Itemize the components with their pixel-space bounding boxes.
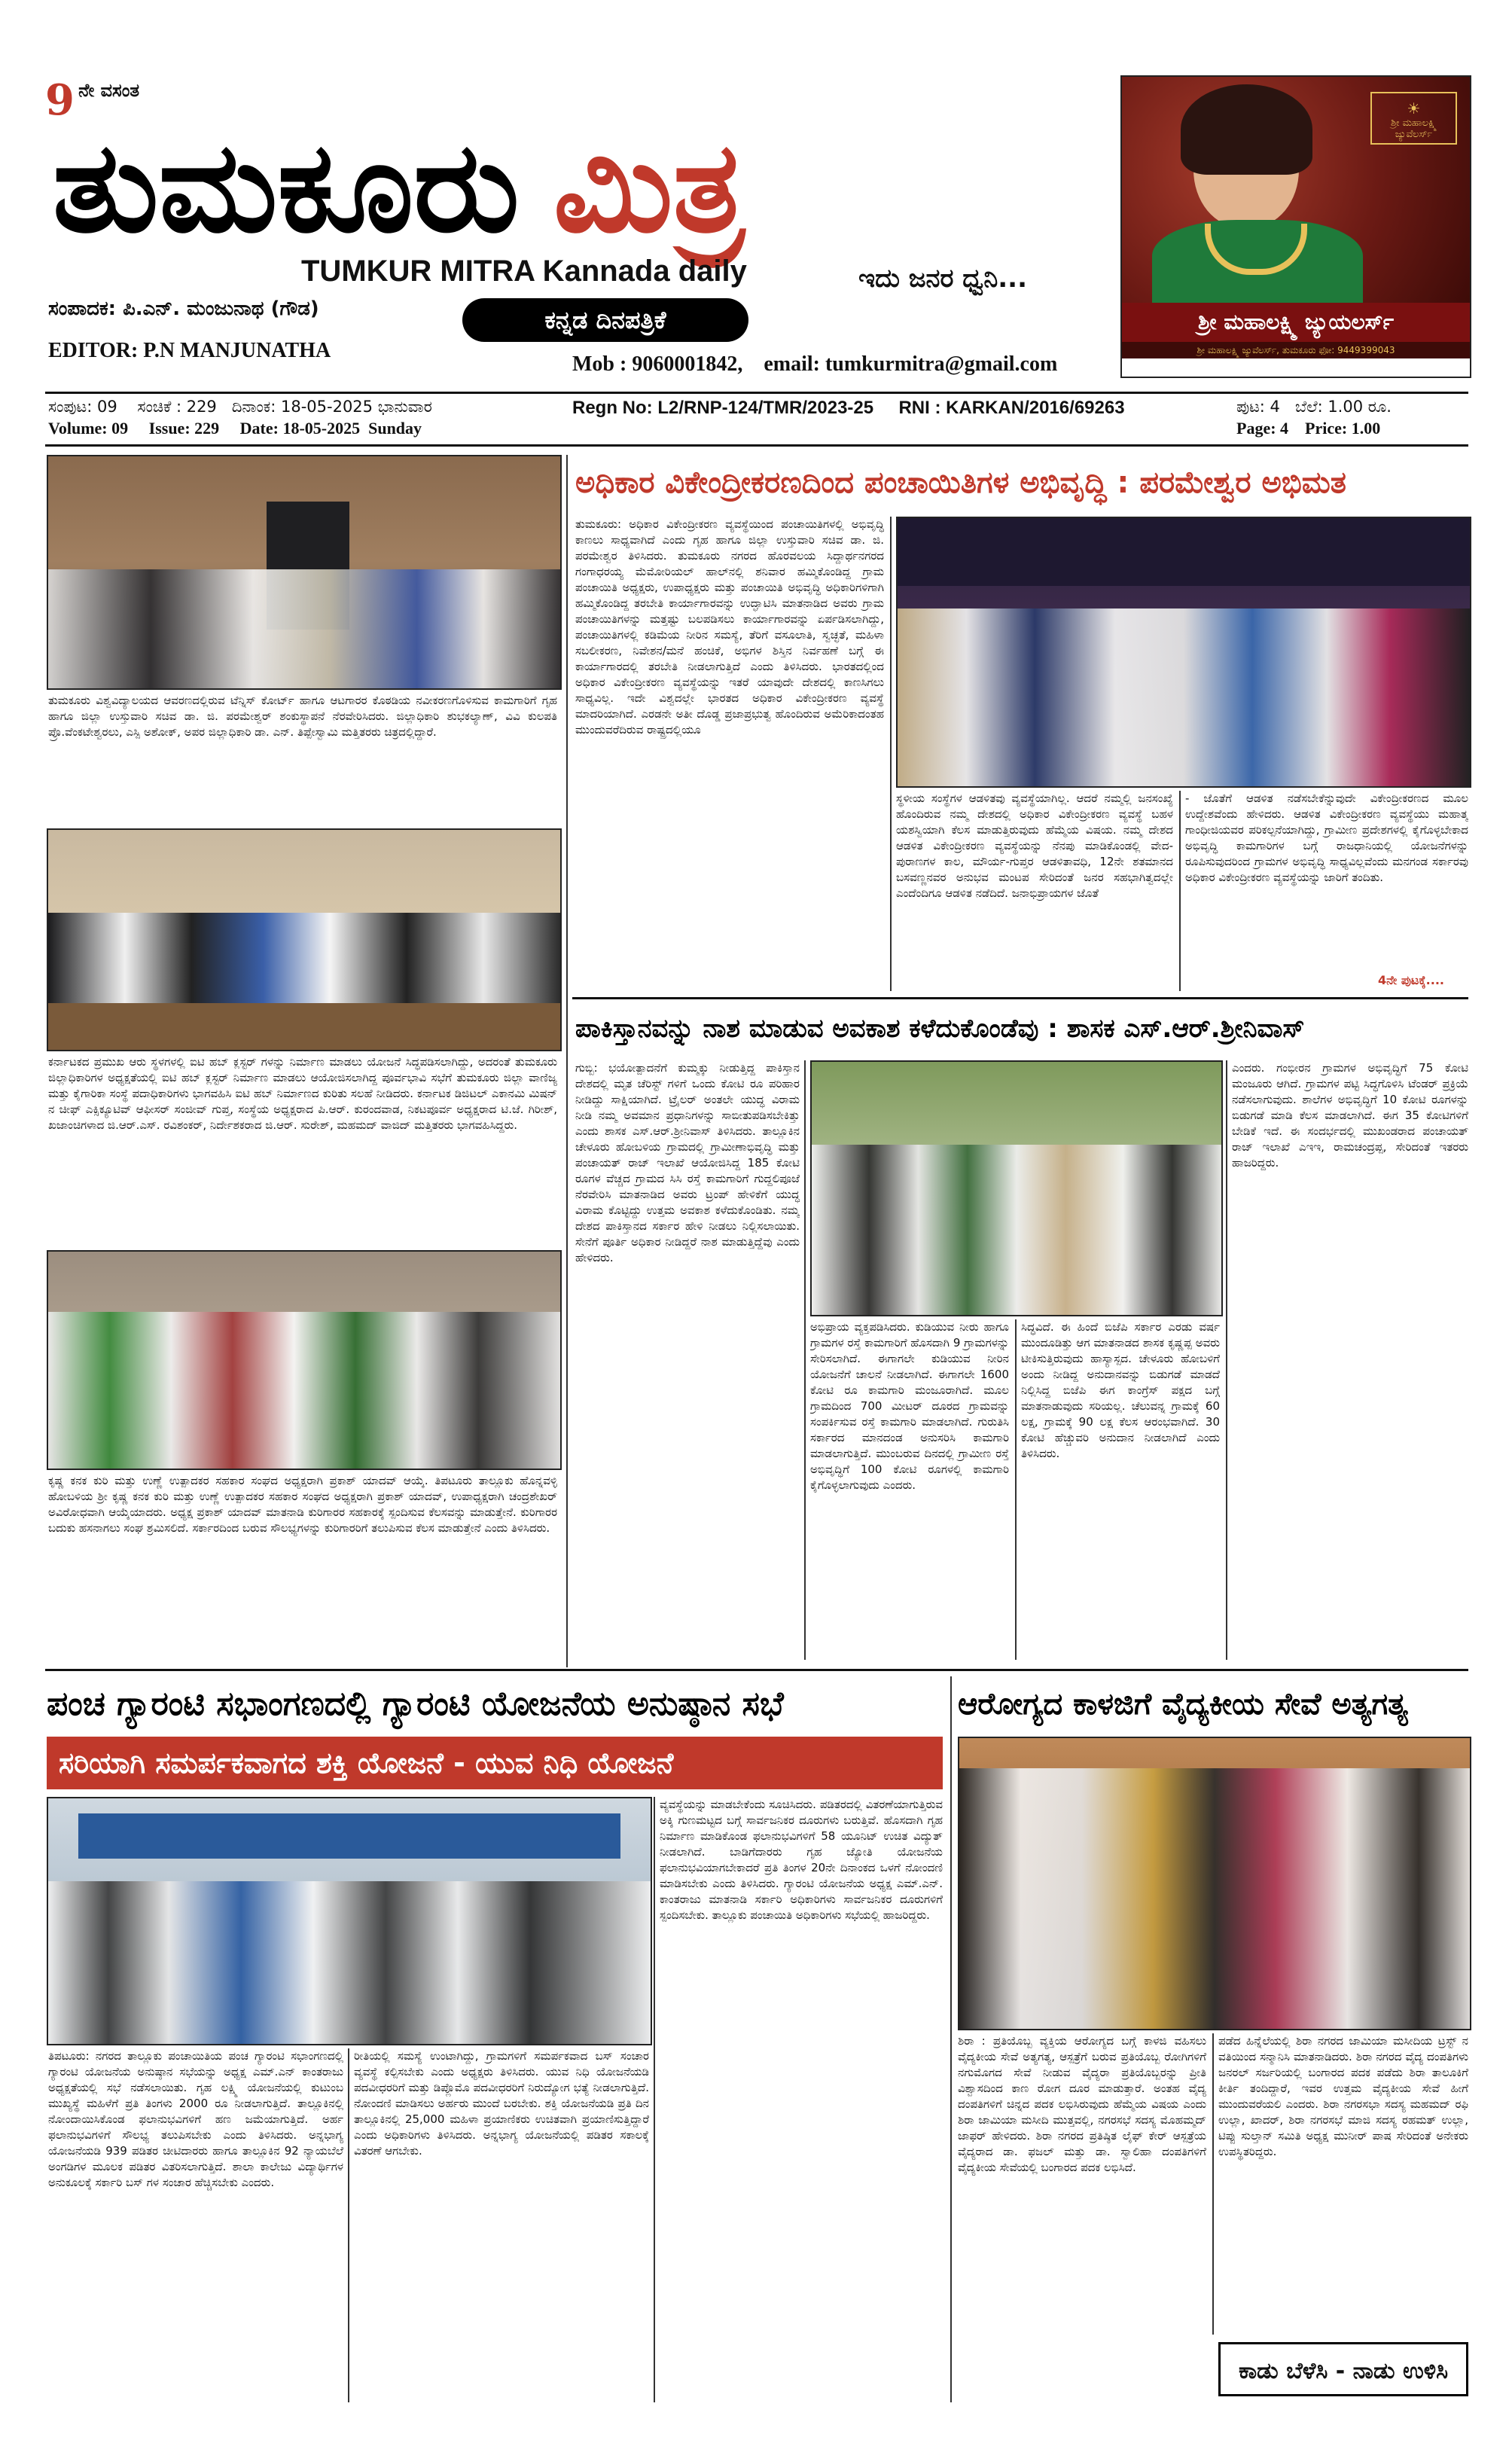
- tagline: ಇದು ಜನರ ಧ್ವನಿ...: [858, 264, 1027, 294]
- story1-column-2: ಸ್ಥಳೀಯ ಸಂಸ್ಥೆಗಳ ಆಡಳಿತವು ವ್ಯವಸ್ಥೆಯಾಗಿಲ್ಲ. ಆದರೆ ನಮ್ಮಲ್ಲಿ ಜನಸಂಖ್ಯೆ ಹೊಂದಿರುವ ನಮ್ಮ ದೇಶದಲ್ಲಿ ಅಧಿಕಾರ ವಿಕೇಂದ್ರೀಕರಣ ವ್ಯವಸ್ಥೆ ಬಹಳ ಯಶಸ್ವಿಯಾಗಿ ಕೆಲಸ ಮಾಡುತ್ತಿರುವುದು ಹೆಮ್ಮೆಯ ವಿಷಯ. ನಮ್ಮ ದೇಶದ ಆಡಳಿತ ವಿಕೇಂದ್ರೀಕರಣ ವ್ಯವಸ್ಥೆಯನ್ನು ನೆನಪು ಮಾಡಿಕೊಂಡಲ್ಲಿ ವೇದ-ಪುರಾಣಗಳ ಕಾಲ, ಮೌರ್ಯ-ಗುಪ್ತರ ಆಡಳಿತಾವಧಿ, 12ನೇ ಶತಮಾನದ ಬಸವಣ್ಣನವರ ಅನುಭವ ಮಂಟಪ ಸೇರಿದಂತೆ ಜನರ ಸಹಭಾಗಿತ್ವದಲ್ಲೇ ಎಂದೆಂದಿಗೂ ಆಡಳಿತ ನಡೆದಿದೆ. ಜನಾಭಿಪ್ರಾಯಗಳ ಜೊತೆ: [896, 791, 1173, 900]
- editor-english: EDITOR: P.N MANJUNATHA: [48, 339, 331, 362]
- photo-meeting-people: [48, 913, 560, 1003]
- volume-info-kannada: ಸಂಪುಟ: 09 ಸಂಚಿಕೆ : 229 ದಿನಾಂಕ: 18-05-2025 ಭಾನುವಾರ: [48, 398, 432, 416]
- photo-guarantee-banner: [78, 1813, 620, 1859]
- middle-rule: [45, 1669, 1468, 1671]
- jewellery-advertisement: [1120, 75, 1471, 378]
- story2-divider-3: [1226, 1060, 1227, 1660]
- english-title: TUMKUR MITRA Kannada daily: [301, 255, 747, 288]
- story1-column-1: ತುಮಕೂರು: ಅಧಿಕಾರ ವಿಕೇಂದ್ರೀಕರಣ ವ್ಯವಸ್ಥೆಯಿಂದ ಪಂಚಾಯಿತಿಗಳಲ್ಲಿ ಅಭಿವೃದ್ಧಿ ಕಾಣಲು ಸಾಧ್ಯವಾಗಿದೆ ಎಂದು ಗೃಹ ಹಾಗೂ ಜಿಲ್ಲಾ ಉಸ್ತುವಾರಿ ಸಚಿವ ಡಾ. ಜಿ. ಪರಮೇಶ್ವರ ತಿಳಿಸಿದರು. ತುಮಕೂರು ನಗರದ ಹೊರವಲಯ ಸಿದ್ದಾರ್ಥನಗರದ ಗಂಗಾಧರಯ್ಯ ಮೆಮೋರಿಯಲ್ ಹಾಲ್‌ನಲ್ಲಿ ಶನಿವಾರ ಹಮ್ಮಿಕೊಂಡಿದ್ದ ಗ್ರಾಮ ಪಂಚಾಯಿತಿ ಅಧ್ಯಕ್ಷರು, ಉಪಾಧ್ಯಕ್ಷರು ಮತ್ತು ಪಂಚಾಯಿತಿ ಅಭಿವೃದ್ಧಿ ಅಧಿಕಾರಿಗಳಿಗಾಗಿ ಹಮ್ಮಿಕೊಂಡಿದ್ದ ತರಬೇತಿ ಕಾರ್ಯಾಗಾರವನ್ನು ಉದ್ಘಾಟಿಸಿ ಮಾತನಾಡಿದ ಅವರು ಗ್ರಾಮ ಪಂಚಾಯಿತಿಗಳನ್ನು ಮತ್ತಷ್ಟು ಬಲಪಡಿಸಲು ಕಾರ್ಯಾಗಾರವನ್ನು ಏರ್ಪಡಿಸಲಾಗಿದ್ದು, ಪಂಚಾಯಿತಿಗಳಲ್ಲಿ ಕಡಿಮೆಯ ನೀರಿನ ಸಮಸ್ಯೆ, ತೆರಿಗೆ ವಸೂಲಾತಿ, ಸ್ವಚ್ಛತೆ, ಮಹಿಳಾ ಸಬಲೀಕರಣ, ನಿವೇಶನ/ಮನೆ ಹಂಚಿಕೆ, ಅಭಿಗಳ ಶಿಸ್ತಿನ ನಿರ್ವಹಣೆ ಬಗ್ಗೆ ಈ ಕಾರ್ಯಾಗಾರದಲ್ಲಿ ತರಬೇತಿ ನೀಡಲಾಗುತ್ತಿದೆ ಎಂದು ತಿಳಿಸಿದರು. ಭಾರತದಲ್ಲಿಂದ ಅಧಿಕಾರ ವಿಕೇಂದ್ರೀಕರಣ ವ್ಯವಸ್ಥೆಯನ್ನು ಇತರೆ ಯಾವುದೇ ದೇಶದಲ್ಲಿ ಕಾಣಸಿಗಲು ಸಾಧ್ಯವಿಲ್ಲ. ಇದೇ ವಿಶ್ವದಲ್ಲೇ ಭಾರತದ ಅಧಿಕಾರ ವಿಕೇಂದ್ರೀಕರಣ ವ್ಯವಸ್ಥೆ ಮಾದರಿಯಾಗಿದೆ. ಎರಡನೇ ಅತೀ ದೊಡ್ಡ ಪ್ರಜಾಪ್ರಭುತ್ವ ಹೊಂದಿರುವ ಅಮೆರಿಕಾದಂತಹ ಮುಂದುವರೆದಿರುವ ರಾಷ್ಟ್ರದಲ್ಲಿಯೂ: [575, 517, 884, 737]
- photo-doctor-felicitation: [958, 1737, 1471, 2030]
- photo-sheep-wool-society: [47, 1250, 562, 1470]
- ad-banner: ಶ್ರೀ ಮಹಾಲಕ್ಷ್ಮಿ ಜ್ಯುಯಲರ್ಸ್: [1122, 303, 1470, 342]
- photo-guarantee-people: [48, 1881, 651, 2044]
- photo-guarantee-meeting: [47, 1797, 652, 2045]
- story2-column-2: ಅಭಿಪ್ರಾಯ ವ್ಯಕ್ತಪಡಿಸಿದರು. ಕುಡಿಯುವ ನೀರು ಹಾಗೂ ಗ್ರಾಮಗಳ ರಸ್ತೆ ಕಾಮಗಾರಿಗೆ ಹೊಸದಾಗಿ 9 ಗ್ರಾಮಗಳನ್ನು ಸೇರಿಸಲಾಗಿದೆ. ಈಗಾಗಲೇ ಕುಡಿಯುವ ನೀರಿನ ಯೋಜನೆಗೆ ಚಾಲನೆ ನೀಡಲಾಗಿದೆ. ಈಗಾಗಲೇ 1600 ಕೋಟಿ ರೂ ಕಾಮಗಾರಿ ಮಂಜೂರಾಗಿದೆ. ಮೂಲ ಗ್ರಾಮದಿಂದ 700 ಮೀಟರ್ ದೂರದ ಗ್ರಾಮವನ್ನು ಸಂಪರ್ಕಿಸುವ ರಸ್ತೆ ಕಾಮಗಾರಿ ಮಾಡಲಾಗಿದೆ. ಗುರುತಿಸಿ ಸರ್ಕಾರದ ಮಾನದಂಡ ಅನುಸರಿಸಿ ಕಾಮಗಾರಿ ಮಾಡಲಾಗುತ್ತಿದೆ. ಮುಂಬರುವ ದಿನದಲ್ಲಿ ಗ್ರಾಮೀಣ ರಸ್ತೆ ಅಭಿವೃದ್ಧಿಗೆ 100 ಕೋಟಿ ರೂಗಳಲ್ಲಿ ಕಾಮಗಾರಿ ಕೈಗೊಳ್ಳಲಾಗುವುದು ಎಂದರು.: [810, 1320, 1009, 1492]
- story3-column-2: ರೀತಿಯಲ್ಲಿ ಸಮಸ್ಯೆ ಉಂಟಾಗಿದ್ದು, ಗ್ರಾಮಗಳಿಗೆ ಸಮರ್ಪಕವಾದ ಬಸ್ ಸಂಚಾರ ವ್ಯವಸ್ಥೆ ಕಲ್ಪಿಸಬೇಕು ಎಂದು ಅಧ್ಯಕ್ಷರು ತಿಳಿಸಿದರು. ಯುವ ನಿಧಿ ಯೋಜನೆಯಡಿ ಪದವೀಧರರಿಗೆ ಮತ್ತು ಡಿಪ್ಲೊಮೊ ಪದವೀಧರರಿಗೆ ನಿರುದ್ಯೋಗ ಭತ್ಯೆ ನೀಡಲಾಗುತ್ತಿದೆ. ನೋಂದಣಿ ಮಾಡಿಸಲು ಅರ್ಹರು ಮುಂದೆ ಬರಬೇಕು. ಶಕ್ತಿ ಯೋಜನೆಯಡಿ ಪ್ರತಿ ದಿನ ತಾಲ್ಲೂಕಿನಲ್ಲಿ 25,000 ಮಹಿಳಾ ಪ್ರಯಾಣಿಕರು ಉಚಿತವಾಗಿ ಪ್ರಯಾಣಿಸುತ್ತಿದ್ದಾರೆ ಎಂದು ಅಧಿಕಾರಿಗಳು ತಿಳಿಸಿದರು. ಅನ್ನಭಾಗ್ಯ ಯೋಜನೆಯಲ್ಲಿ ಪಡಿತರ ಸಕಾಲಕ್ಕೆ ವಿತರಣೆ ಆಗಬೇಕು.: [354, 2049, 649, 2158]
- story1-divider-2: [1179, 791, 1181, 991]
- masthead-title-mitra: ಮಿತ್ರ: [553, 115, 745, 261]
- story2-column-3: ಸಿದ್ಧವಿದೆ. ಈ ಹಿಂದೆ ಬಿಜೆಪಿ ಸರ್ಕಾರ ಎರಡು ವರ್ಷ ಮುಂದೂಡಿತ್ತು ಆಗ ಮಾತನಾಡದ ಶಾಸಕ ಕೃಷ್ಣಪ್ಪ ಅವರು ಟೀಕಿಸುತ್ತಿರುವುದು ಹಾಸ್ಯಾಸ್ಪದ. ಚೇಳೂರು ಹೋಬಳಿಗೆ ಅಂದು ನೀಡಿದ್ದ ಅನುದಾನವನ್ನು ಬಿಡುಗಡೆ ಮಾಡದೆ ನಿಲ್ಲಿಸಿದ್ದ ಬಿಜೆಪಿ ಈಗ ಕಾಂಗ್ರೆಸ್ ಪಕ್ಷದ ಬಗ್ಗೆ ಮಾತನಾಡುವುದು ಸರಿಯಲ್ಲ. ಚೆಲುವನ್ನ ಗ್ರಾಮಕ್ಕೆ 60 ಲಕ್ಷ, ಗ್ರಾಮಕ್ಕೆ 90 ಲಕ್ಷ ಕೆಲಸ ಆರಂಭವಾಗಿದೆ. 30 ಕೋಟಿ ಹೆಚ್ಚುವರಿ ಅನುದಾನ ನೀಡಲಾಗಿದೆ ಎಂದು ತಿಳಿಸಿದರು.: [1021, 1320, 1220, 1460]
- story3-banner: ಸರಿಯಾಗಿ ಸಮರ್ಪಕವಾಗದ ಶಕ್ತಿ ಯೋಜನೆ - ಯುವ ನಿಧಿ ಯೋಜನೆ: [47, 1737, 943, 1789]
- ad-social-row: [1122, 358, 1470, 377]
- photo-road-work-inauguration: [810, 1060, 1223, 1316]
- photo-stage-banner: [898, 518, 1470, 586]
- caption-tennis-court: ತುಮಕೂರು ವಿಶ್ವವಿದ್ಯಾಲಯದ ಆವರಣದಲ್ಲಿರುವ ಟೆನ್ನಿಸ್ ಕೋರ್ಟ್ ಹಾಗೂ ಆಟಗಾರರ ಕೊಠಡಿಯ ನವೀಕರಣಗೊಳಿಸುವ ಕಾಮಗಾರಿಗೆ ಗೃಹ ಹಾಗೂ ಜಿಲ್ಲಾ ಉಸ್ತುವಾರಿ ಸಚಿವ ಡಾ. ಜಿ. ಪರಮೇಶ್ವರ್ ಶಂಕುಸ್ಥಾಪನೆ ನೆರವೇರಿಸಿದರು. ಜಿಲ್ಲಾಧಿಕಾರಿ ಶುಭಕಲ್ಯಾಣ್, ವಿವಿ ಕುಲಪತಿ ಪ್ರೊ.ವೆಂಕಟೇಶ್ವರಲು, ಎಸ್ಪಿ ಅಶೋಕ್, ಅಪರ ಜಿಲ್ಲಾಧಿಕಾರಿ ಡಾ. ಎನ್. ತಿಪ್ಪೇಸ್ವಾಮಿ ಮತ್ತಿತರರು ಚಿತ್ರದಲ್ಲಿದ್ದಾರೆ.: [48, 694, 557, 739]
- ad-brand-small: ಶ್ರೀ ಮಹಾಲಕ್ಷ್ಮಿ ಜ್ಯುವೆಲರ್ಸ್: [1391, 117, 1437, 140]
- story1-continued: 4ನೇ ಪುಟಕ್ಕೆ....: [1378, 973, 1444, 987]
- story2-headline: ಪಾಕಿಸ್ತಾನವನ್ನು ನಾಶ ಮಾಡುವ ಅವಕಾಶ ಕಳೆದುಕೊಂಡೆವು : ಶಾಸಕ ಎಸ್.ಆರ್.ಶ್ರೀನಿವಾಸ್: [575, 1014, 1305, 1044]
- registration-info: Regn No: L2/RNP-124/TMR/2023-25 RNI : KARKAN/2016/69263: [572, 398, 1125, 418]
- footer-slogan-box: ಕಾಡು ಬೆಳೆಸಿ - ನಾಡು ಉಳಿಸಿ: [1218, 2342, 1468, 2396]
- photo-inauguration-crowd: [812, 1145, 1221, 1315]
- masthead-rule-bottom: [45, 444, 1468, 447]
- edition-suffix: ನೇ ವಸಂತ: [78, 80, 140, 101]
- story3-column-1: ತಿಪಟೂರು: ನಗರದ ತಾಲ್ಲೂಕು ಪಂಚಾಯಿತಿಯ ಪಂಚ ಗ್ಯಾರಂಟಿ ಸಭಾಂಗಣದಲ್ಲಿ ಗ್ಯಾರಂಟಿ ಯೋಜನೆಯ ಅನುಷ್ಠಾನ ಸಭೆಯನ್ನು ಅಧ್ಯಕ್ಷ ಎಮ್.ಎನ್ ಕಾಂತರಾಜು ಅಧ್ಯಕ್ಷತೆಯಲ್ಲಿ ಸಭೆ ನಡೆಸಲಾಯಿತು. ಗೃಹ ಲಕ್ಷ್ಮಿ ಯೋಜನೆಯಲ್ಲಿ ಕುಟುಂಬ ಮುಖ್ಯಸ್ಥೆ ಮಹಿಳೆಗೆ ಪ್ರತಿ ತಿಂಗಳು 2000 ರೂ ನೀಡಲಾಗುತ್ತಿದೆ. ತಾಲ್ಲೂಕಿನಲ್ಲಿ ನೋಂದಾಯಿಸಿಕೊಂಡ ಫಲಾನುಭವಿಗಳಿಗೆ ಹಣ ಜಮೆಯಾಗುತ್ತಿದೆ. ಅರ್ಹ ಫಲಾನುಭವಿಗಳಿಗೆ ಸೌಲಭ್ಯ ತಲುಪಿಸಬೇಕು ಎಂದು ತಿಳಿಸಿದರು. ಅನ್ನಭಾಗ್ಯ ಯೋಜನೆಯಡಿ 939 ಪಡಿತರ ಚೀಟಿದಾರರು ಹಾಗೂ ತಾಲ್ಲೂಕಿನ 92 ನ್ಯಾಯಬೆಲೆ ಅಂಗಡಿಗಳ ಮೂಲಕ ಪಡಿತರ ವಿತರಿಸಲಾಗುತ್ತಿದೆ. ಶಾಲಾ ಕಾಲೇಜು ವಿದ್ಯಾರ್ಥಿಗಳ ಅನುಕೂಲಕ್ಕೆ ಸರ್ಕಾರಿ ಬಸ್ ಗಳ ಸಂಚಾರ ಹೆಚ್ಚಿಸಬೇಕು ಎಂದರು.: [48, 2049, 343, 2189]
- photo-society-members: [48, 1312, 560, 1469]
- story2-column-1: ಗುಬ್ಬಿ: ಭಯೋತ್ಪಾದನೆಗೆ ಕುಮ್ಮಕ್ಕು ನೀಡುತ್ತಿದ್ದ ಪಾಕಿಸ್ತಾನ ದೇಶದಲ್ಲಿ ಮೃತ ಚೆರಿಸ್ಟ್ ಗಳಿಗೆ ಒಂದು ಕೋಟಿ ರೂ ಪರಿಹಾರ ನೀಡಿದ್ದು ಸಾಕ್ಷಿಯಾಗಿದೆ. ಟ್ರೈಲರ್ ಅಂತಲೇ ಯುದ್ಧ ವಿರಾಮ ನೀಡಿ ನಮ್ಮ ಅವಮಾನ ಪ್ರಧಾನಿಗಳನ್ನು ಸಾಬೀತುಪಡಿಸಬೇಕಿತ್ತು ಎಂದು ಶಾಸಕ ಎಸ್.ಆರ್.ಶ್ರೀನಿವಾಸ್ ತಿಳಿಸಿದರು. ತಾಲ್ಲೂಕಿನ ಚೇಳೂರು ಹೋಬಳಿಯ ಗ್ರಾಮದಲ್ಲಿ ಗ್ರಾಮೀಣಾಭಿವೃದ್ಧಿ ಮತ್ತು ಪಂಚಾಯತ್ ರಾಜ್ ಇಲಾಖೆ ಆಯೋಜಿಸಿದ್ದ 185 ಕೋಟಿ ರೂಗಳ ವೆಚ್ಚದ ಗ್ರಾಮದ ಸಿಸಿ ರಸ್ತೆ ಕಾಮಗಾರಿಗೆ ಗುದ್ದಲಿಪೂಜೆ ನೆರವೇರಿಸಿ ಮಾತನಾಡಿದ ಅವರು ಟ್ರಂಪ್ ಹೇಳಿಕೆಗೆ ಯುದ್ಧ ವಿರಾಮ ಕೊಟ್ಟಿದ್ದು ಉತ್ತಮ ಅವಕಾಶ ಕಳೆದುಕೊಂಡಿತು. ನಮ್ಮ ದೇಶದ ಪಾಕಿಸ್ತಾನದ ಸರ್ಕಾರ ಹೇಳಿ ನೀಡಲು ನಿಲ್ಲಿಸಲಾಯಿತು. ಸೇನೆಗೆ ಪೂರ್ತಿ ಅಧಿಕಾರ ನೀಡಿದ್ದರೆ ನಾಶ ಮಾಡುತ್ತಿದ್ದೆವು ಎಂದು ಹೇಳಿದರು.: [575, 1061, 800, 1264]
- photo-felicitation-group: [959, 1768, 1470, 2029]
- story4-column-2: ಪಡೆದ ಹಿನ್ನೆಲೆಯಲ್ಲಿ ಶಿರಾ ನಗರದ ಜಾಮಿಯಾ ಮಸೀದಿಯ ಟ್ರಸ್ಟ್ ನ ವತಿಯಿಂದ ಸನ್ಮಾನಿಸಿ ಮಾತನಾಡಿದರು. ಶಿರಾ ನಗರದ ವೈದ್ಯ ದಂಪತಿಗಳು ಜನರಲ್ ಸರ್ಜರಿಯಲ್ಲಿ ಬಂಗಾರದ ಪದಕ ಪಡೆದು ಶಿರಾ ತಾಲೂಕಿಗೆ ಕೀರ್ತಿ ತಂದಿದ್ದಾರೆ, ಇವರ ಉತ್ತಮ ವೈದ್ಯಕೀಯ ಸೇವೆ ಹೀಗೆ ಮುಂದುವರೆಯಲಿ ಎಂದರು. ಶಿರಾ ನಗರಸಭಾ ಸದಸ್ಯ ಮಹಮದ್ ರಫಿ ಉಲ್ಲಾ, ಖಾದರ್, ಶಿರಾ ನಗರಸಭೆ ಮಾಜಿ ಸದಸ್ಯ ರಹಮತ್ ಉಲ್ಲಾ, ಟಿಪ್ಪು ಸುಲ್ತಾನ್ ಸಮಿತಿ ಅಧ್ಯಕ್ಷ ಮುನೀರ್ ಪಾಷ ಸೇರಿದಂತೆ ಅನೇಕರು ಉಪಸ್ಥಿತರಿದ್ದರು.: [1218, 2034, 1468, 2158]
- ad-address: ಶ್ರೀ ಮಹಾಲಕ್ಷ್ಮಿ ಜ್ಯುವೆಲರ್ಸ್, ತುಮಕೂರು ಫೋ: 9449399043: [1122, 342, 1470, 358]
- masthead-title: [53, 113, 1122, 264]
- caption-sheep-society: ಕೃಷ್ಣ ಕನಕ ಕುರಿ ಮತ್ತು ಉಣ್ಣೆ ಉತ್ಪಾದಕರ ಸಹಕಾರ ಸಂಘದ ಅಧ್ಯಕ್ಷರಾಗಿ ಪ್ರಕಾಶ್ ಯಾದವ್ ಆಯ್ಕೆ. ತಿಪಟೂರು ತಾಲ್ಲೂಕು ಹೊನ್ನವಳ್ಳಿ ಹೋಬಳಿಯ ಶ್ರೀ ಕೃಷ್ಣ ಕನಕ ಕುರಿ ಮತ್ತು ಉಣ್ಣೆ ಉತ್ಪಾದಕರ ಸಹಕಾರ ಸಂಘದ ಅಧ್ಯಕ್ಷರಾಗಿ ಪ್ರಕಾಶ್ ಯಾದವ್, ಉಪಾಧ್ಯಕ್ಷರಾಗಿ ಚಂದ್ರಶೇಖರ್ ಅವಿರೋಧವಾಗಿ ಆಯ್ಕೆಯಾದರು. ಅಧ್ಯಕ್ಷ ಪ್ರಕಾಶ್ ಯಾದವ್ ಮಾತನಾಡಿ ಕುರಿಗಾರರ ಸಹಕಾರಕ್ಕೆ ಸ್ಪಂದಿಸುವ ಕೆಲಸವನ್ನು ಮಾಡುತ್ತೇನೆ. ಕುರಿಗಾರರ ಬದುಕು ಹಸನಾಗಲು ಸಂಘ ಶ್ರಮಿಸಲಿದೆ. ಸರ್ಕಾರದಿಂದ ಬರುವ ಸೌಲಭ್ಯಗಳನ್ನು ಕುರಿಗಾರರಿಗೆ ತಲುಪಿಸುವ ಕೆಲಸ ಮಾಡುತ್ತೇನೆ ಎಂದು ತಿಳಿಸಿದರು.: [48, 1474, 557, 1535]
- story1-column-3: - ಜೊತೆಗೆ ಆಡಳಿತ ನಡೆಸಬೇಕೆನ್ನುವುದೇ ವಿಕೇಂದ್ರೀಕರಣದ ಮೂಲ ಉದ್ದೇಶವೆಂದು ಹೇಳಿದರು. ಆಡಳಿತ ವಿಕೇಂದ್ರೀಕರಣ ವ್ಯವಸ್ಥೆಯು ಮಹಾತ್ಮ ಗಾಂಧೀಜಿಯವರ ಪರಿಕಲ್ಪನೆಯಾಗಿದ್ದು, ಗ್ರಾಮೀಣ ಪ್ರದೇಶಗಳಲ್ಲಿ ಕೈಗೊಳ್ಳಬೇಕಾದ ಅಭಿವೃದ್ಧಿ ಕಾಮಗಾರಿಗಳ ಬಗ್ಗೆ ರಾಜಧಾನಿಯಲ್ಲಿ ಯೋಜನೆಗಳನ್ನು ರೂಪಿಸುವುದರಿಂದ ಗ್ರಾಮಗಳ ಅಭಿವೃದ್ಧಿ ಸಾಧ್ಯವಿಲ್ಲವೆಂದು ಮನಗಂಡ ಸರ್ಕಾರವು ಅಧಿಕಾರ ವಿಕೇಂದ್ರೀಕರಣ ವ್ಯವಸ್ಥೆಯನ್ನು ಜಾರಿಗೆ ತಂದಿತು.: [1185, 791, 1468, 884]
- story3-headline: ಪಂಚ ಗ್ಯಾರಂಟಿ ಸಭಾಂಗಣದಲ್ಲಿ ಗ್ಯಾರಂಟಿ ಯೋಜನೆಯ ಅನುಷ್ಠಾನ ಸಭೆ: [47, 1685, 784, 1723]
- model-hair: [1181, 84, 1312, 175]
- photo-lamp-lighting: [896, 517, 1471, 788]
- volume-info-english: Volume: 09 Issue: 229 Date: 18-05-2025 Sunday: [48, 419, 422, 438]
- story1-headline: ಅಧಿಕಾರ ವಿಕೇಂದ್ರೀಕರಣದಿಂದ ಪಂಚಾಯಿತಿಗಳ ಅಭಿವೃದ್ಧಿ : ಪರಮೇಶ್ವರ ಅಭಿಮತ: [575, 465, 1346, 500]
- story2-column-4: ಎಂದರು. ಗಂಭೀರನ ಗ್ರಾಮಗಳ ಅಭಿವೃದ್ಧಿಗೆ 75 ಕೋಟಿ ಮಂಜೂರು ಆಗಿದೆ. ಗ್ರಾಮಗಳ ಪಟ್ಟಿ ಸಿದ್ಧಗೊಳಿಸಿ ಟೆಂಡರ್ ಪ್ರಕ್ರಿಯೆ ನಡೆಸಲಾಗುವುದು. ಶಾಲೆಗಳ ಅಭಿವೃದ್ಧಿಗೆ 10 ಕೋಟಿ ರೂಗಳನ್ನು ಬಿಡುಗಡೆ ಮಾಡಿ ಕೆಲಸ ಮಾಡಲಾಗಿದೆ. ಈಗ 35 ಕೋಟಿಗಳಿಗೆ ಬೇಡಿಕೆ ಇದೆ. ಈ ಸಂದರ್ಭದಲ್ಲಿ ಮುಖಂಡರಾದ ಪಂಚಾಯತ್ ರಾಜ್ ಇಲಾಖೆ ಎಇಇ, ರಾಮಚಂದ್ರಪ್ಪ, ಸೇರಿದಂತೆ ಇತರರು ಹಾಜರಿದ್ದರು.: [1232, 1061, 1468, 1170]
- photo-people-group: [48, 569, 560, 688]
- page-price-english: Page: 4 Price: 1.00: [1236, 419, 1381, 438]
- story3-divider: [348, 2048, 349, 2402]
- story3-divider-2: [654, 1797, 655, 2402]
- photo-dignitaries: [898, 608, 1470, 786]
- masthead-title-main: ತುಮಕೂರು: [53, 115, 520, 261]
- story3-column-3: ವ್ಯವಸ್ಥೆಯನ್ನು ಮಾಡಬೇಕೆಂದು ಸೂಚಿಸಿದರು. ಪಡಿತರದಲ್ಲಿ ವಿತರಣೆಯಾಗುತ್ತಿರುವ ಅಕ್ಕಿ ಗುಣಮಟ್ಟದ ಬಗ್ಗೆ ಸಾರ್ವಜನಿಕರ ದೂರುಗಳು ಬರುತ್ತಿವೆ. ಹೊಸದಾಗಿ ಗೃಹ ನಿರ್ಮಾಣ ಮಾಡಿಕೊಂಡ ಫಲಾನುಭವಿಗಳಿಗೆ 58 ಯೂನಿಟ್ ಉಚಿತ ವಿದ್ಯುತ್ ನೀಡಲಾಗಿದೆ. ಬಾಡಿಗೆದಾರರು ಗೃಹ ಜ್ಯೋತಿ ಯೋಜನೆಯ ಫಲಾನುಭವಿಯಾಗಬೇಕಾದರೆ ಪ್ರತಿ ತಿಂಗಳ 20ನೇ ದಿನಾಂಕದ ಒಳಗೆ ನೋಂದಣಿ ಮಾಡಿಸಬೇಕು ಎಂದು ತಿಳಿಸಿದರು. ಗ್ಯಾರಂಟಿ ಯೋಜನೆಯ ಅಧ್ಯಕ್ಷ ಎಮ್.ಎನ್. ಕಾಂತರಾಜು ಮಾತನಾಡಿ ಸರ್ಕಾರಿ ಅಧಿಕಾರಿಗಳು ಸಾರ್ವಜನಿಕರ ದೂರುಗಳಿಗೆ ಸ್ಪಂದಿಸಬೇಕು. ತಾಲ್ಲೂಕು ಪಂಚಾಯಿತಿ ಅಧಿಕಾರಿಗಳು ಸಭೆಯಲ್ಲಿ ಹಾಜರಿದ್ದರು.: [660, 1798, 943, 1922]
- story1-divider: [890, 517, 892, 991]
- contact-line: Mob : 9060001842, email: tumkurmitra@gmail.com: [572, 352, 1058, 376]
- photo-meeting-table: [48, 1003, 560, 1050]
- ad-logo-box: [1370, 92, 1457, 145]
- photo-tennis-court-foundation: [47, 455, 562, 690]
- story4-headline: ಆರೋಗ್ಯದ ಕಾಳಜಿಗೆ ವೈದ್ಯಕೀಯ ಸೇವೆ ಅತ್ಯಗತ್ಯ: [958, 1687, 1408, 1722]
- caption-it-hub: ಕರ್ನಾಟಕದ ಪ್ರಮುಖ ಆರು ಸ್ಥಳಗಳಲ್ಲಿ ಐಟಿ ಹಬ್ ಕ್ಲಸ್ಟರ್ ಗಳನ್ನು ನಿರ್ಮಾಣ ಮಾಡಲು ಯೋಜನೆ ಸಿದ್ಧಪಡಿಸಲಾಗಿದ್ದು, ಅದರಂತೆ ತುಮಕೂರು ಜಿಲ್ಲಾಧಿಕಾರಿಗಳ ಅಧ್ಯಕ್ಷತೆಯಲ್ಲಿ ಐಟಿ ಹಬ್ ಕ್ಲಸ್ಟರ್ ನಿರ್ಮಾಣ ಮಾಡಲು ಆಯೋಜಿಸಲಾಗಿದ್ದ ಪೂರ್ವಭಾವಿ ಸಭೆಗೆ ತುಮಕೂರು ಜಿಲ್ಲಾ ವಾಣಿಜ್ಯ ಮತ್ತು ಕೈಗಾರಿಕಾ ಸಂಸ್ಥೆ ಪದಾಧಿಕಾರಿಗಳು ಭಾಗವಹಿಸಿ ಐಟಿ ಹಬ್ ನಿರ್ಮಾಣದ ಕುರಿತು ಸಲಹೆ ನೀಡಿದರು. ಕರ್ನಾಟಕ ಡಿಜಿಟಲ್ ಎಕಾನಮಿ ಮಿಷನ್ ನ ಚೀಫ್ ಎಕ್ಸಿಕ್ಯೂಟಿವ್ ಆಫೀಸರ್ ಸಂಜೀವ್ ಗುಪ್ತ, ಸಂಸ್ಥೆಯ ಅಧ್ಯಕ್ಷರಾದ ಪಿ.ಆರ್. ಕುರಂದವಾಡ, ನಿಕಟಪೂರ್ವ ಅಧ್ಯಕ್ಷರಾದ ಟಿ.ಜೆ. ಗಿರೀಶ್, ಖಜಾಂಚಿಗಳಾದ ಜಿ.ಆರ್.ಎಸ್. ರವಿಶಂಕರ್, ನಿರ್ದೇಶಕರಾದ ಜಿ.ಆರ್. ಸುರೇಶ್, ಮಹಮದ್ ವಾಜಿದ್ ಮತ್ತಿತರರು ಭಾಗವಹಿಸಿದ್ದರು.: [48, 1055, 557, 1132]
- page-price-kannada: ಪುಟ: 4 ಬೆಲೆ: 1.00 ರೂ.: [1236, 398, 1392, 416]
- daily-badge: ಕನ್ನಡ ದಿನಪತ್ರಿಕೆ: [462, 298, 748, 342]
- ad-logo-sun-icon: ☀: [1407, 99, 1421, 117]
- column-divider-left: [566, 455, 568, 1667]
- story2-divider: [804, 1060, 806, 1660]
- masthead-rule-top: [45, 392, 1468, 394]
- story1-bottom-rule: [572, 997, 1468, 999]
- column-divider-right: [950, 1676, 952, 2402]
- story4-divider: [1212, 2033, 1214, 2335]
- edition-number: 9: [45, 75, 75, 125]
- editor-kannada: ಸಂಪಾದಕ: ಪಿ.ಎನ್. ಮಂಜುನಾಥ (ಗೌಡ): [48, 297, 319, 320]
- story2-divider-2: [1015, 1319, 1017, 1660]
- photo-it-hub-meeting: [47, 828, 562, 1051]
- story4-column-1: ಶಿರಾ : ಪ್ರತಿಯೊಬ್ಬ ವ್ಯಕ್ತಿಯ ಆರೋಗ್ಯದ ಬಗ್ಗೆ ಕಾಳಜಿ ವಹಿಸಲು ವೈದ್ಯಕೀಯ ಸೇವೆ ಅತ್ಯಗತ್ಯ, ಆಸ್ಪತ್ರೆಗೆ ಬರುವ ಪ್ರತಿಯೊಬ್ಬ ರೋಗಿಗಳಿಗೆ ನಗುಮೊಗದ ಸೇವೆ ನೀಡುವ ವೈದ್ಯರಾ ಪ್ರತಿಯೊಬ್ಬರನ್ನು ಪ್ರೀತಿ ವಿಶ್ವಾಸದಿಂದ ಕಾಣ ರೋಗ ದೂರ ಮಾಡುತ್ತಾರೆ. ಅಂತಹ ವೈದ್ಯ ದಂಪತಿಗಳಿಗೆ ಚಿನ್ನದ ಪದಕ ಲಭಿಸಿರುವುದು ಹೆಮ್ಮೆಯ ವಿಷಯ ಎಂದು ಶಿರಾ ಜಾಮಿಯಾ ಮಸೀದಿ ಮುತ್ತವಲ್ಲಿ, ನಗರಸಭೆ ಸದಸ್ಯ ಮೊಹಮ್ಮದ್ ಜಾಫರ್ ಹೇಳಿದರು. ಶಿರಾ ನಗರದ ಪ್ರತಿಷ್ಠಿತ ಲೈಫ್ ಕೇರ್ ಆಸ್ಪತ್ರೆಯ ವೈದ್ಯರಾದ ಡಾ. ಫಜಲ್ ಮತ್ತು ಡಾ. ಸ್ವಾಲಿಹಾ ದಂಪತಿಗಳಿಗೆ ವೈದ್ಯಕೀಯ ಸೇವೆಯಲ್ಲಿ ಬಂಗಾರದ ಪದಕ ಲಭಿಸಿದೆ.: [958, 2034, 1206, 2174]
